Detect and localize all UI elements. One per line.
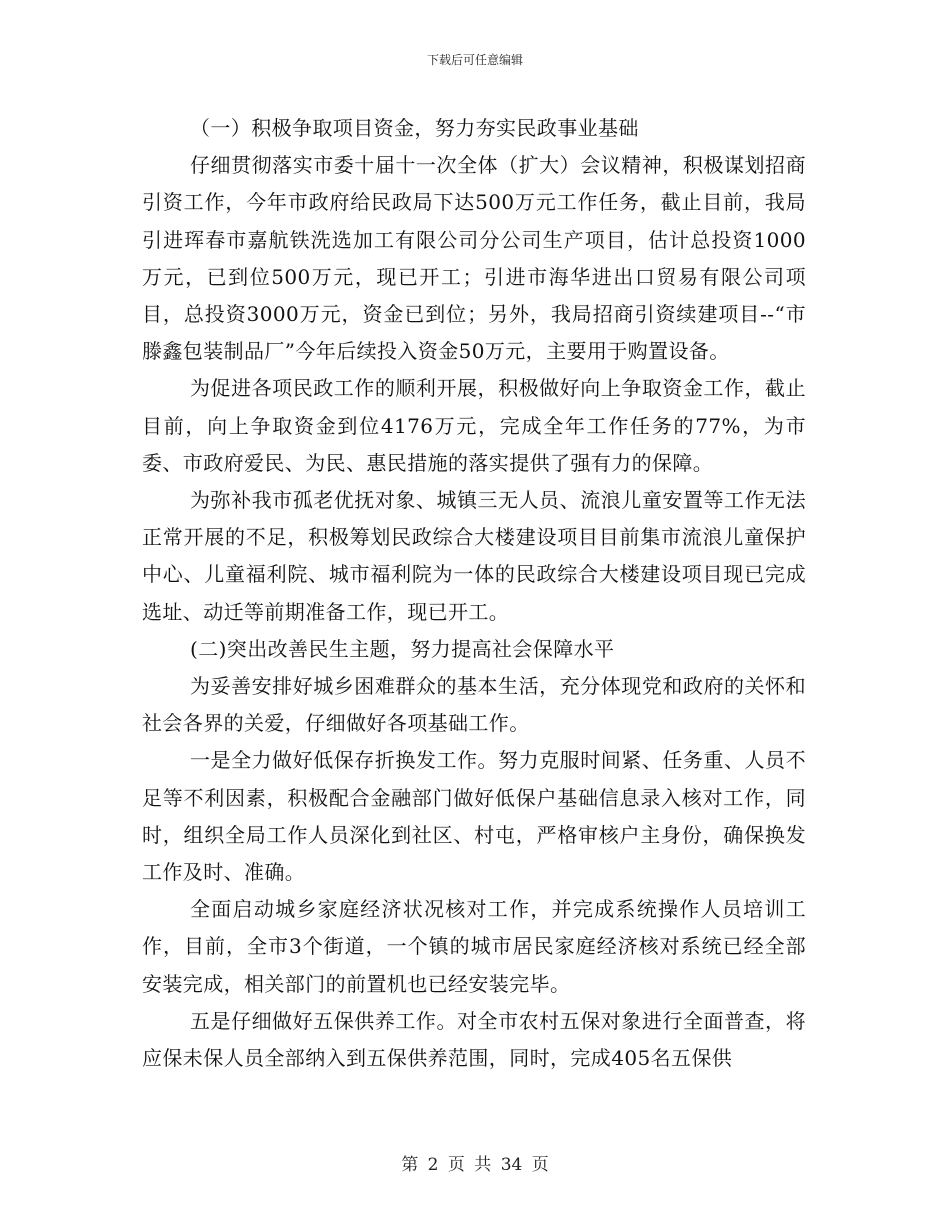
- paragraph-civil-building: 为弥补我市孤老优抚对象、城镇三无人员、流浪儿童安置等工作无法正常开展的不足，积极筹划民政综合大楼建设项目目前集市流浪儿童保护中心、儿童福利院、城市福利院为一体的民政综合大楼建设项目现已完成选址、动迁等前期准备工作，现已开工。: [142, 488, 806, 624]
- paragraph-five-guarantees: 五是仔细做好五保供养工作。对全市农村五保对象进行全面普查，将应保未保人员全部纳入到五保供养范围，同时，完成405名五保供: [142, 1008, 806, 1071]
- page-footer: 第 2 页 共 34 页: [401, 1155, 549, 1175]
- page-header: 下载后可任意编辑: [426, 53, 523, 67]
- paragraph-economic-check: 全面启动城乡家庭经济状况核对工作，并完成系统操作人员培训工作，目前，全市3个街道，一个镇的城市居民家庭经济核对系统已经全部安装完成，相关部门的前置机也已经安装完毕。: [142, 897, 806, 996]
- section-heading-1: （一）积极争取项目资金，努力夯实民政事业基础: [190, 116, 639, 140]
- paragraph-basic-life: 为妥善安排好城乡困难群众的基本生活，充分体现党和政府的关怀和社会各界的关爱，仔细做好各项基础工作。: [142, 674, 806, 736]
- paragraph-funding: 为促进各项民政工作的顺利开展，积极做好向上争取资金工作，截止目前，向上争取资金到位4176万元，完成全年工作任务的77%，为市委、市政府爱民、为民、惠民措施的落实提供了强有力的保障。: [142, 376, 806, 475]
- paragraph-passbook: 一是全力做好低保存折换发工作。努力克服时间紧、任务重、人员不足等不利因素，积极配合金融部门做好低保户基础信息录入核对工作，同时，组织全局工作人员深化到社区、村屯，严格审核户主身份，确保换发工作及时、准确。: [142, 748, 806, 885]
- section-heading-2: (二)突出改善民生主题，努力提高社会保障水平: [190, 636, 615, 661]
- document-body: [142, 110, 806, 1077]
- paragraph-investment: 仔细贯彻落实市委十届十一次全体（扩大）会议精神，积极谋划招商引资工作，今年市政府给民政局下达500万元工作任务，截止目前，我局引进珲春市嘉航铁洗选加工有限公司分公司生产项目，估计总投资1000万元，已到位500万元，现已开工；引进市海华进出口贸易有限公司项目，总投资3000万元，资金已到位；另外，我局招商引资续建项目--“市滕鑫包装制品厂”今年后续投入资金50万元，主要用于购置设备。: [142, 153, 806, 364]
